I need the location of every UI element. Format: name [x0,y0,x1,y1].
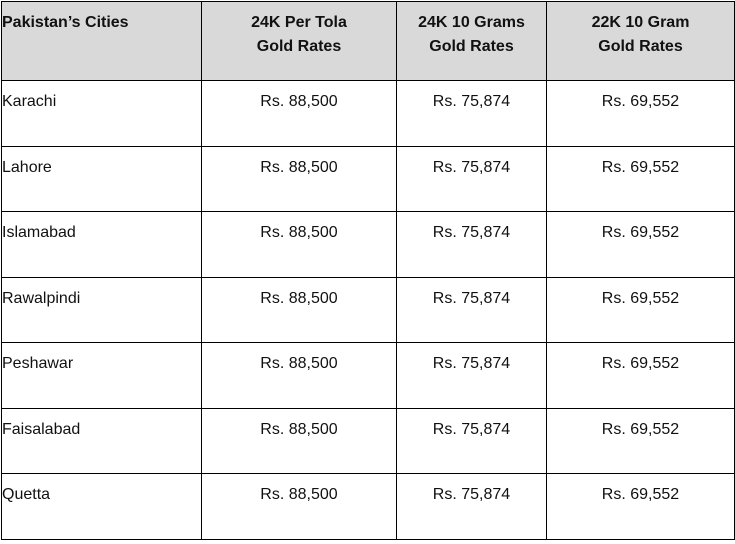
header-24k-10-grams-line1: 24K 10 Grams [418,14,525,31]
grams10-22k-cell: Rs. 69,552 [547,343,735,409]
grams10-22k-cell: Rs. 69,552 [547,212,735,278]
header-22k-10-gram-line1: 22K 10 Gram [591,14,690,31]
city-cell: Peshawar [2,343,202,409]
header-24k-per-tola-line1: 24K Per Tola [251,14,347,31]
tola-24k-cell: Rs. 88,500 [202,146,397,212]
table-row [2,343,735,409]
grams10-24k-cell: Rs. 75,874 [397,408,547,474]
tola-24k-cell: Rs. 88,500 [202,408,397,474]
tola-24k-cell: Rs. 88,500 [202,277,397,343]
header-22k-10-gram-line2: Gold Rates [598,38,683,55]
city-cell: Lahore [2,146,202,212]
city-cell: Quetta [2,474,202,540]
grams10-24k-cell: Rs. 75,874 [397,277,547,343]
grams10-22k-cell: Rs. 69,552 [547,146,735,212]
header-cities [2,2,202,81]
grams10-24k-cell: Rs. 75,874 [397,212,547,278]
header-row [2,2,735,81]
header-22k-10-gram [547,2,735,81]
tola-24k-cell: Rs. 88,500 [202,81,397,147]
grams10-22k-cell: Rs. 69,552 [547,277,735,343]
header-24k-per-tola [202,2,397,81]
table-row [2,146,735,212]
table-row [2,408,735,474]
city-cell: Faisalabad [2,408,202,474]
gold-rates-table [1,1,735,540]
city-cell: Islamabad [2,212,202,278]
grams10-22k-cell: Rs. 69,552 [547,81,735,147]
table-header [2,2,735,81]
table-row [2,474,735,540]
table-body [2,81,735,540]
header-cities-label: Pakistan’s Cities [2,14,129,31]
grams10-22k-cell: Rs. 69,552 [547,408,735,474]
header-24k-per-tola-line2: Gold Rates [256,38,342,55]
grams10-22k-cell: Rs. 69,552 [547,474,735,540]
table-row [2,277,735,343]
grams10-24k-cell: Rs. 75,874 [397,474,547,540]
table-row [2,81,735,147]
tola-24k-cell: Rs. 88,500 [202,212,397,278]
header-24k-10-grams [397,2,547,81]
grams10-24k-cell: Rs. 75,874 [397,81,547,147]
table-row [2,212,735,278]
grams10-24k-cell: Rs. 75,874 [397,146,547,212]
tola-24k-cell: Rs. 88,500 [202,474,397,540]
grams10-24k-cell: Rs. 75,874 [397,343,547,409]
city-cell: Rawalpindi [2,277,202,343]
city-cell: Karachi [2,81,202,147]
header-24k-10-grams-line2: Gold Rates [429,38,514,55]
tola-24k-cell: Rs. 88,500 [202,343,397,409]
